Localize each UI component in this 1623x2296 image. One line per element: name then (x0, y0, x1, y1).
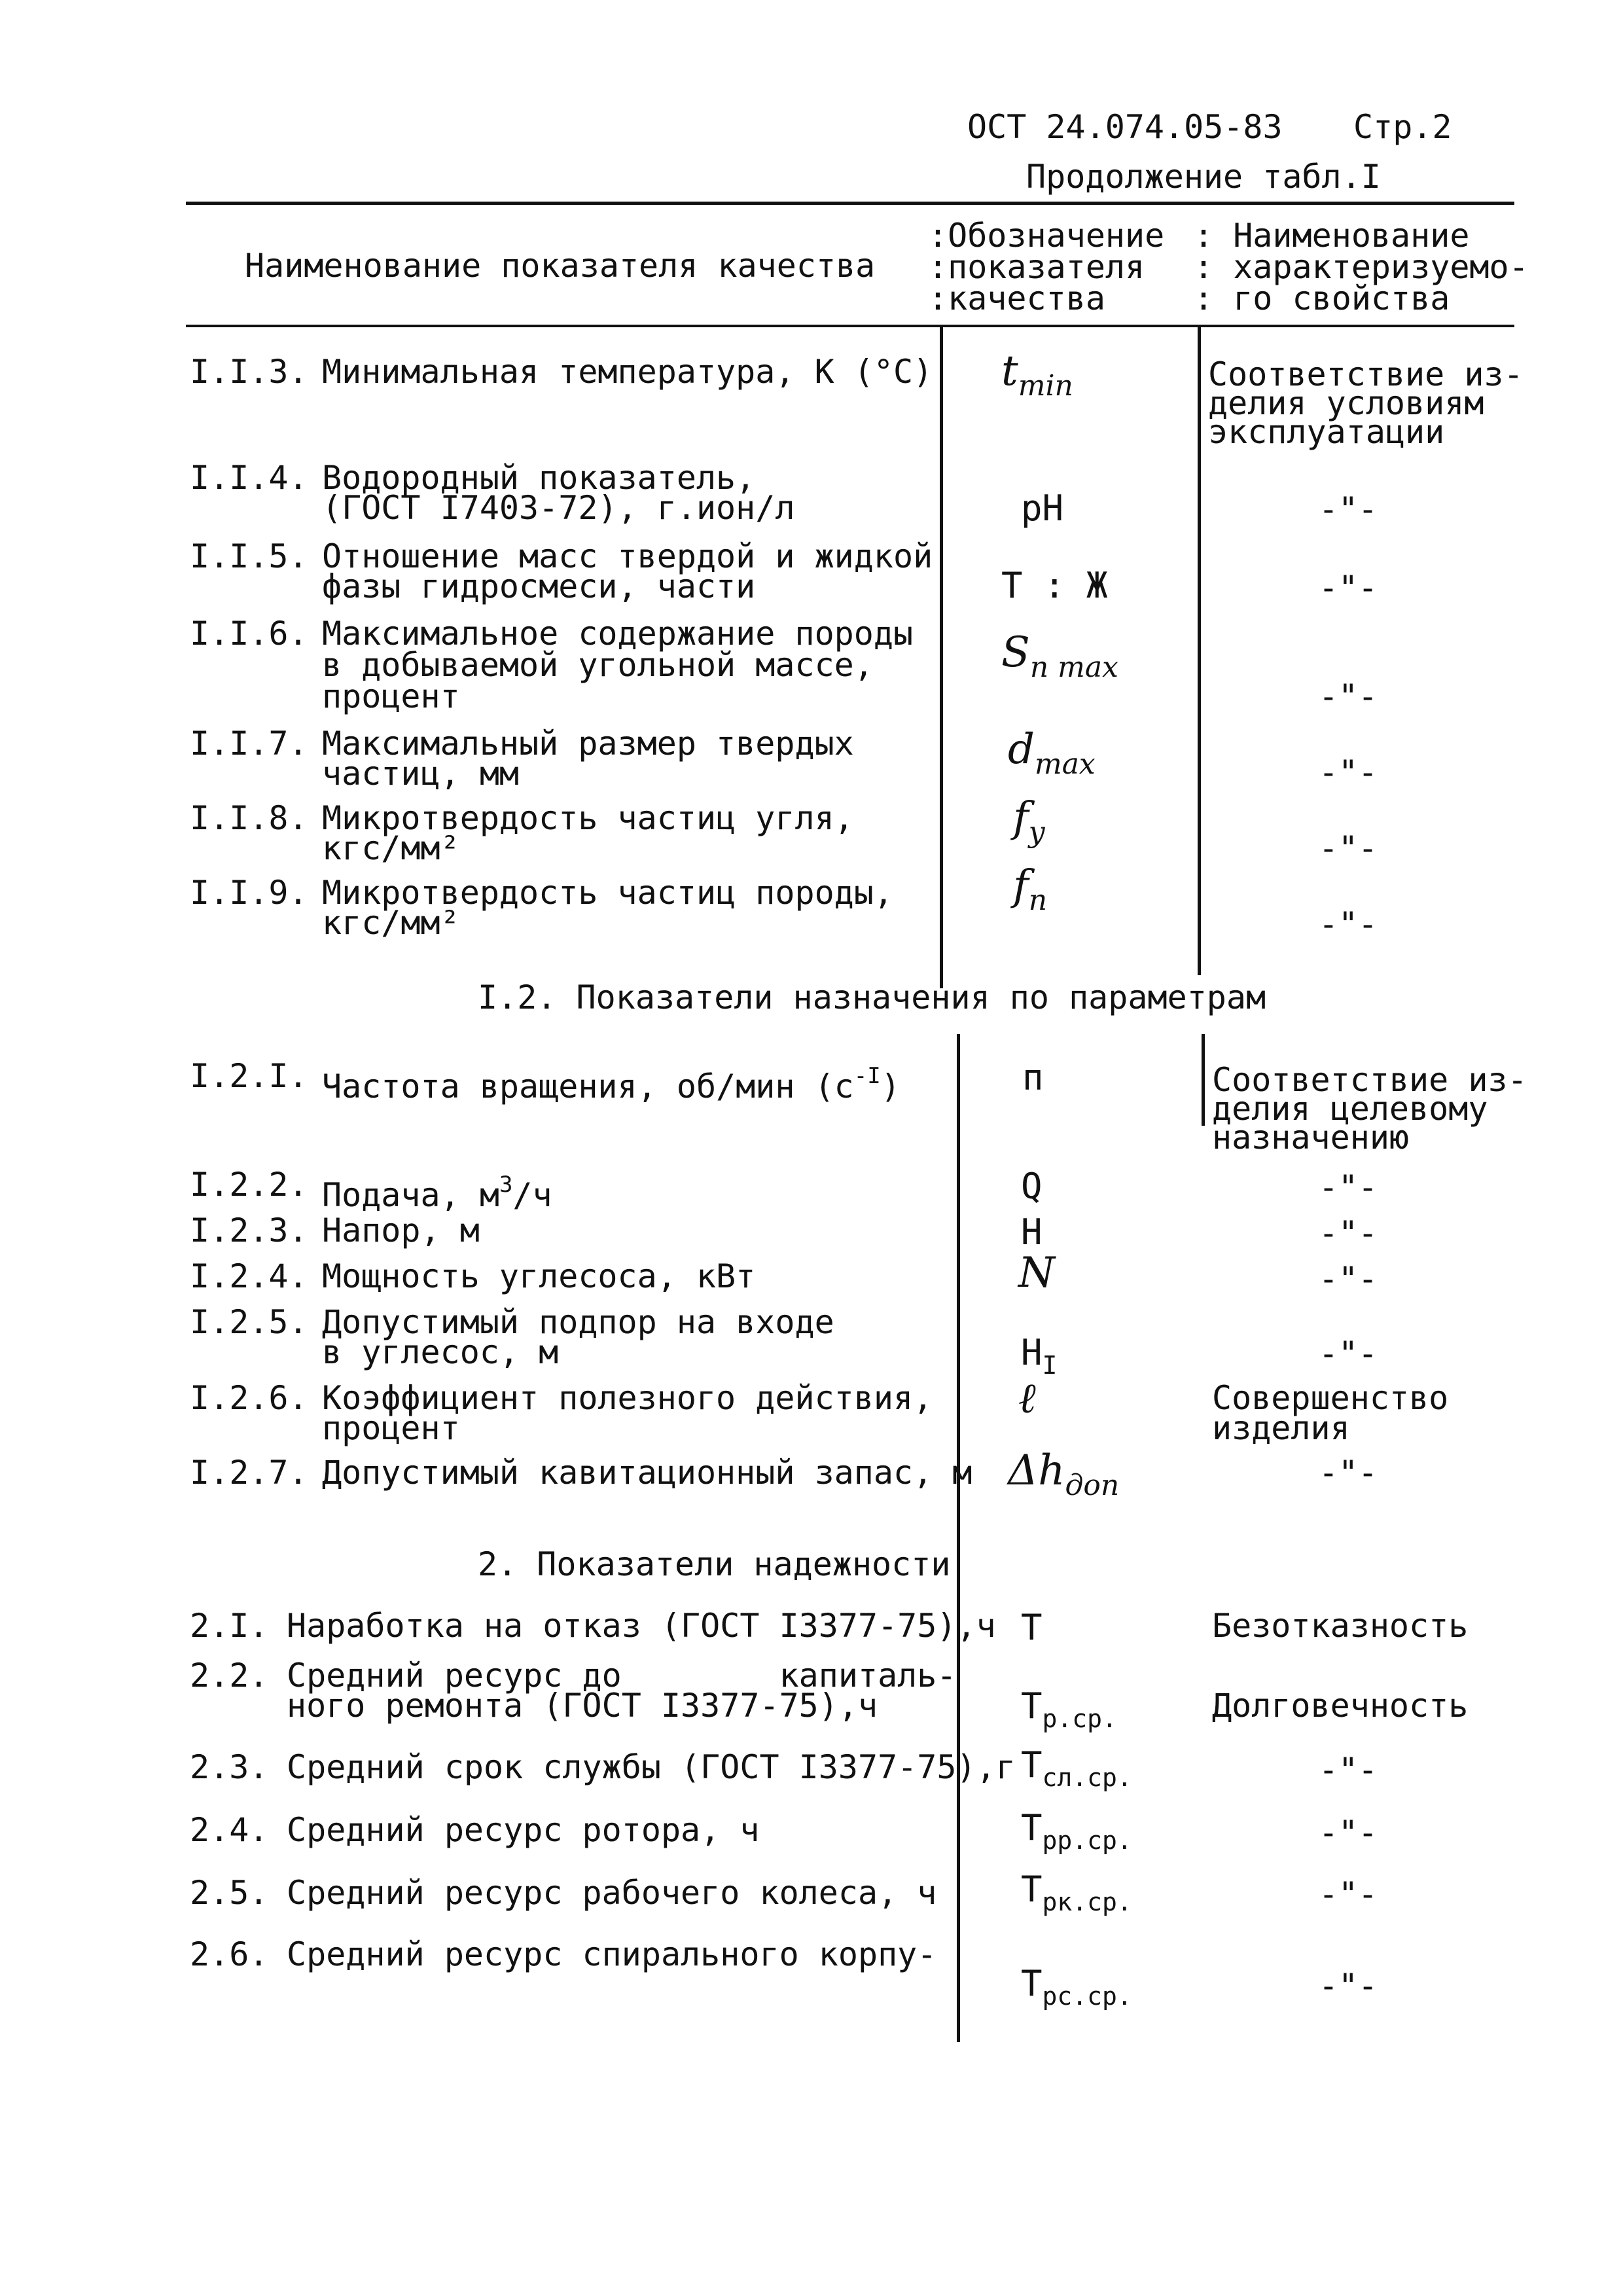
row-property: Безотказность (1212, 1607, 1469, 1645)
row-number: 2.2. (190, 1657, 269, 1695)
row-number: 2.4. (190, 1811, 269, 1849)
symbol-f-n: $f_n$ (1013, 861, 1048, 917)
row-number: I.2.3. (190, 1211, 308, 1249)
row-name: ного ремонта (ГОСТ I3377-75),ч (287, 1687, 878, 1725)
ditto-mark: -"- (1318, 1967, 1378, 2005)
row-number: 2.5. (190, 1874, 269, 1912)
ditto-mark: -"- (1318, 1751, 1378, 1789)
ditto-mark: -"- (1318, 569, 1378, 607)
header-col-symbol-1: :Обозначение (928, 217, 1165, 255)
symbol-n-rot: п (1022, 1057, 1044, 1098)
row-name: в добываемой угольной массе, (322, 646, 874, 684)
row-number: I.2.5. (190, 1303, 308, 1341)
header-col-property-3: : го свойства (1194, 279, 1450, 317)
row-name: Допустимый кавитационный запас, м (322, 1454, 972, 1492)
symbol-ph: pH (1021, 488, 1064, 529)
section-title: I.2. Показатели назначения по параметрам (478, 978, 1266, 1016)
column-divider-left (940, 327, 943, 988)
row-name: Средний ресурс рабочего колеса, ч (287, 1874, 937, 1912)
row-number: I.2.2. (190, 1166, 308, 1204)
symbol-t-sl-sr: $Т_{сл.ср.}$ (1021, 1744, 1132, 1792)
symbol-t-zh: Т : Ж (1001, 565, 1108, 606)
symbol-t-r-sr: $Т_{р.ср.}$ (1021, 1685, 1117, 1733)
row-property: эксплуатации (1208, 413, 1445, 451)
ditto-mark: -"- (1318, 753, 1378, 791)
row-number: I.I.5. (190, 537, 308, 575)
table-top-rule (186, 202, 1514, 205)
row-number: I.2.7. (190, 1454, 308, 1492)
table-header-rule (186, 325, 1514, 327)
symbol-d-max: $d_{max}$ (1008, 725, 1096, 781)
row-name: Отношение масс твердой и жидкой (322, 537, 933, 575)
ditto-mark: -"- (1318, 677, 1378, 715)
row-name: Микротвердость частиц породы, (322, 874, 893, 912)
row-name: Микротвердость частиц угля, (322, 799, 854, 837)
symbol-t-rk-sr: $Т_{рк.ср.}$ (1021, 1869, 1132, 1916)
table-continuation: Продолжение табл.I (1026, 158, 1381, 196)
row-number: I.I.9. (190, 874, 308, 912)
symbol-t-min: $t_{min}$ (1001, 347, 1073, 403)
row-name: Наработка на отказ (ГОСТ I3377-75),ч (287, 1607, 996, 1645)
row-property: делия целевому (1212, 1090, 1488, 1128)
ditto-mark: -"- (1318, 1814, 1378, 1852)
symbol-h1: $Н_I$ (1021, 1332, 1058, 1380)
row-name: Частота вращения, об/мин $(с^{-I})$ (322, 1063, 901, 1105)
row-number: 2.I. (190, 1607, 269, 1645)
row-number: 2.6. (190, 1935, 269, 1973)
row-name: Средний ресурс спирального корпу- (287, 1935, 937, 1973)
row-property: назначению (1212, 1119, 1410, 1157)
row-number: I.I.4. (190, 459, 308, 497)
ditto-mark: -"- (1318, 1260, 1378, 1298)
row-number: I.I.3. (190, 353, 308, 391)
ditto-mark: -"- (1318, 829, 1378, 867)
row-property: Соответствие из- (1212, 1061, 1527, 1099)
row-number: I.I.6. (190, 615, 308, 653)
row-name: кгс/мм² (322, 904, 460, 942)
ditto-mark: -"- (1318, 1335, 1378, 1372)
row-property: Соответствие из- (1208, 355, 1524, 393)
row-name: Напор, м (322, 1211, 480, 1249)
row-name: в углесос, м (322, 1333, 559, 1371)
symbol-power: N (1018, 1249, 1055, 1297)
symbol-f-y: $f_y$ (1013, 793, 1045, 849)
doc-code: ОСТ 24.074.05-83 (967, 108, 1283, 146)
row-name: процент (322, 677, 460, 715)
row-name: (ГОСТ I7403-72), г.ион/л (322, 489, 795, 527)
ditto-mark: -"- (1318, 1214, 1378, 1252)
header-col-property-1: : Наименование (1194, 217, 1470, 255)
symbol-t-rs-sr: $Т_{рс.ср.}$ (1021, 1963, 1132, 2011)
row-name: кгс/мм² (322, 829, 460, 867)
page-number: Стр.2 (1353, 108, 1452, 146)
row-name: Подача, $м^3/ч$ (322, 1172, 552, 1214)
symbol-efficiency: ℓ (1018, 1374, 1036, 1423)
section-title: 2. Показатели надежности (478, 1545, 951, 1583)
header-col-property-2: : характеризуемо- (1194, 248, 1529, 286)
row-name: Минимальная температура, К (°С) (322, 353, 933, 391)
row-name: Максимальный размер твердых (322, 725, 854, 762)
ditto-mark: -"- (1318, 1875, 1378, 1913)
row-name: Максимальное содержание породы (322, 615, 914, 653)
row-property: Совершенство (1212, 1379, 1449, 1417)
column-divider-right (1198, 327, 1201, 975)
row-name: Средний ресурс до капиталь- (287, 1657, 957, 1695)
header-col-symbol-3: :качества (928, 279, 1105, 317)
row-number: I.2.I. (190, 1057, 308, 1095)
symbol-s-n-max: $S_{n max}$ (1001, 628, 1118, 684)
row-name: Средний ресурс ротора, ч (287, 1811, 760, 1849)
ditto-mark: -"- (1318, 1168, 1378, 1206)
row-number: I.I.8. (190, 799, 308, 837)
header-col-symbol-2: :показателя (928, 248, 1145, 286)
symbol-q: Q (1021, 1166, 1043, 1207)
row-name: Допустимый подпор на входе (322, 1303, 834, 1341)
header-col-name: Наименование показателя качества (245, 247, 876, 285)
row-name: Мощность углесоса, кВт (322, 1257, 756, 1295)
symbol-t-rr-sr: $Т_{рр.ср.}$ (1021, 1807, 1132, 1855)
row-property: изделия (1212, 1409, 1350, 1447)
symbol-h: Н (1021, 1211, 1043, 1253)
row-property: Долговечность (1212, 1687, 1469, 1725)
row-name: Коэффициент полезного действия, (322, 1379, 933, 1417)
row-number: I.2.6. (190, 1379, 308, 1417)
column-divider-left (957, 1034, 960, 2042)
column-divider-right (1202, 1034, 1205, 1126)
row-number: I.2.4. (190, 1257, 308, 1295)
symbol-delta-h: $\Delta h_{доп}$ (1008, 1446, 1120, 1502)
row-name: Водородный показатель, (322, 459, 756, 497)
symbol-t: Т (1021, 1607, 1043, 1648)
row-property: делия условиям (1208, 384, 1484, 422)
row-name: частиц, мм (322, 755, 520, 793)
ditto-mark: -"- (1318, 1454, 1378, 1492)
row-name: Средний срок службы (ГОСТ I3377-75),г (287, 1748, 1016, 1786)
row-name: фазы гидросмеси, части (322, 567, 756, 605)
row-number: 2.3. (190, 1748, 269, 1786)
row-number: I.I.7. (190, 725, 308, 762)
row-name: процент (322, 1409, 460, 1447)
ditto-mark: -"- (1318, 905, 1378, 943)
ditto-mark: -"- (1318, 490, 1378, 528)
